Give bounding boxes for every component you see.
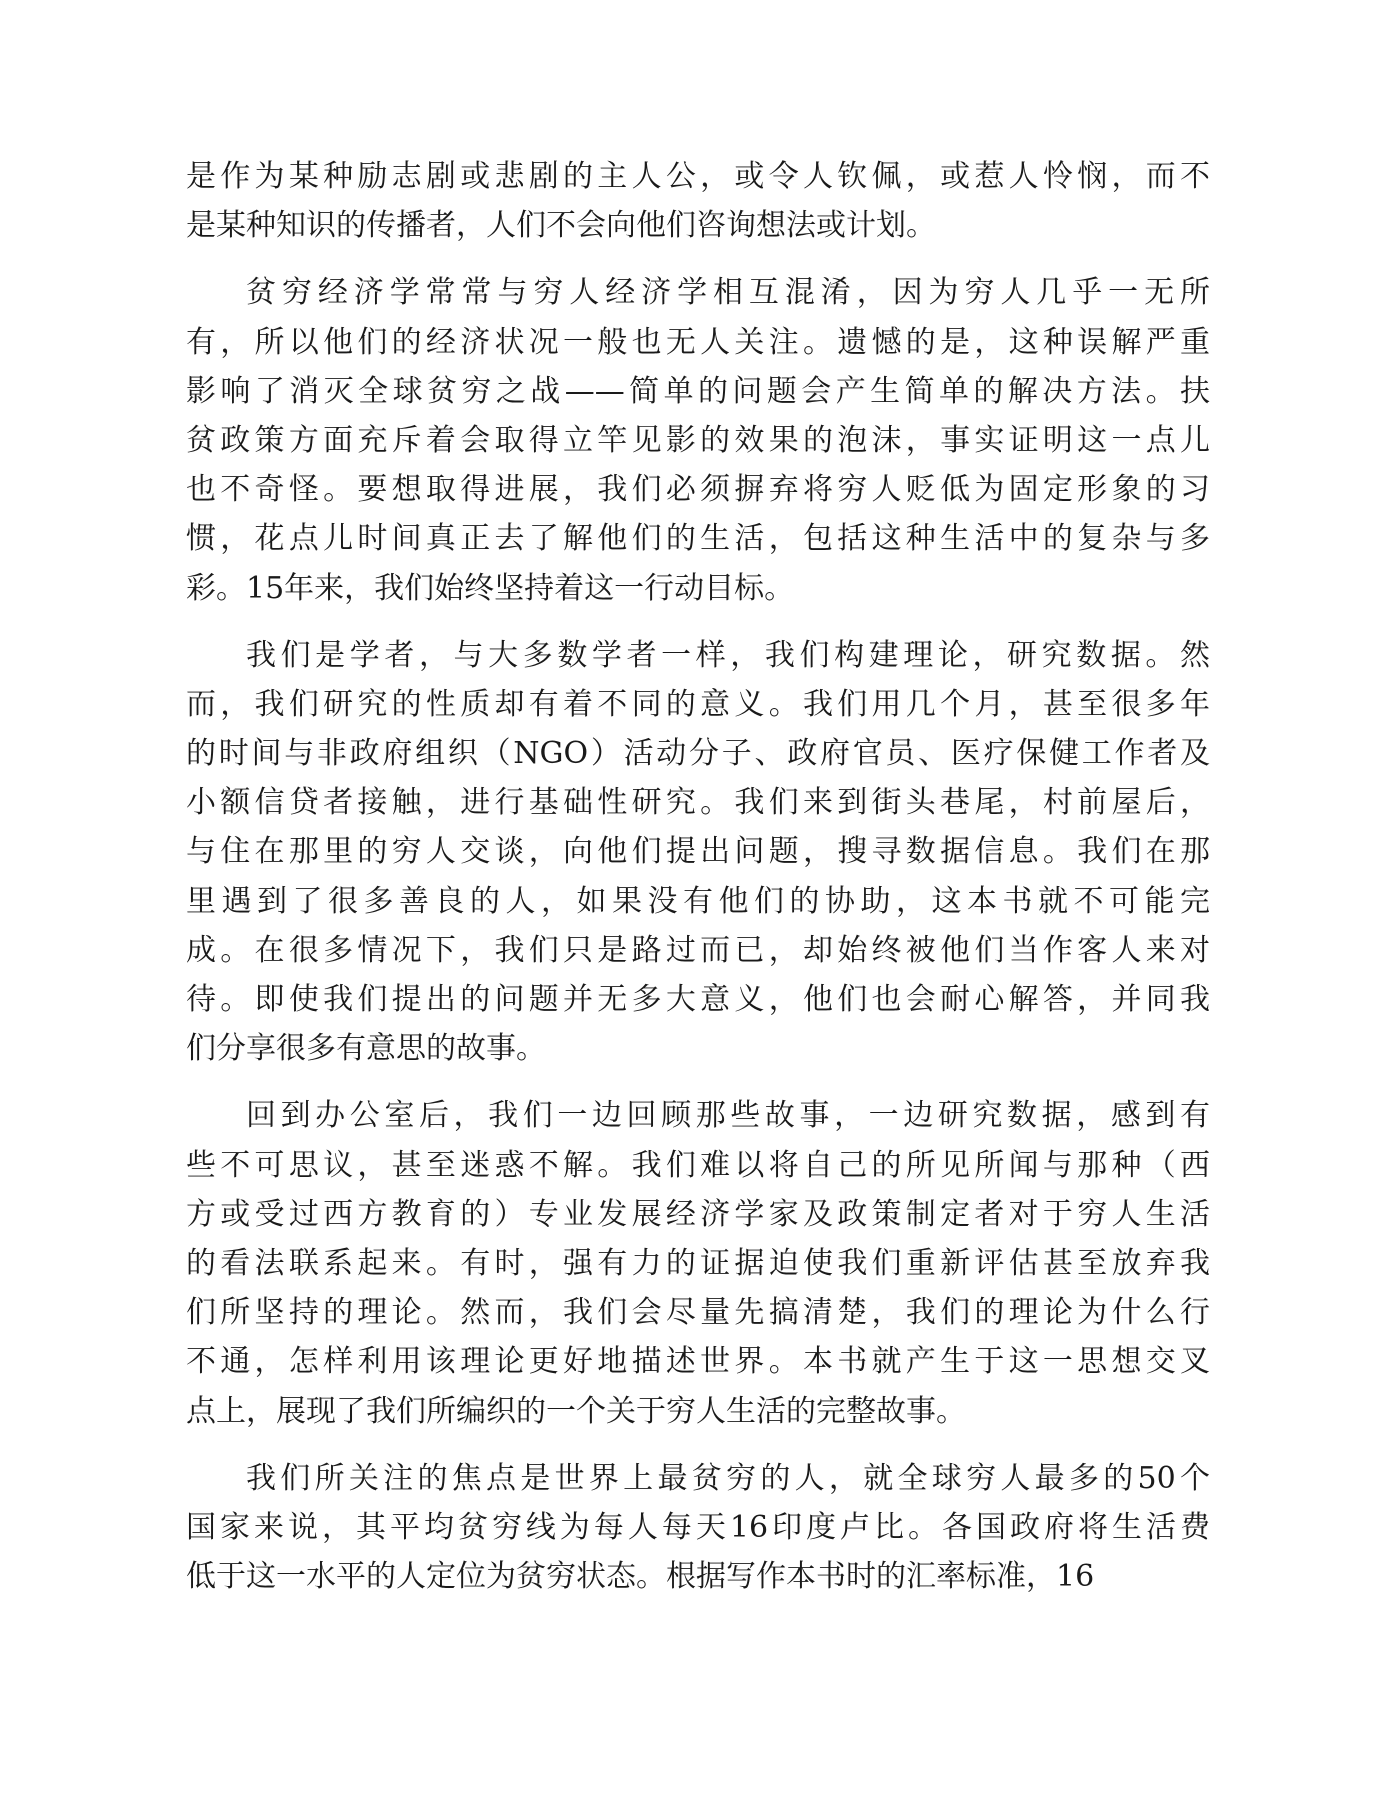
text-line: 回到办公室后，我们一边回顾那些故事，一边研究数据，感到有 xyxy=(246,1098,1210,1134)
text-line: 低于这一水平的人定位为贫穷状态。根据写作本书时的汇率标准，16 xyxy=(186,1559,1095,1595)
paragraph xyxy=(186,1454,1210,1602)
text-line: 是某种知识的传播者，人们不会向他们咨询想法或计划。 xyxy=(186,208,936,244)
text-line: 方或受过西方教育的）专业发展经济学家及政策制定者对于穷人生活 xyxy=(186,1196,1210,1232)
text-line: 们分享很多有意思的故事。 xyxy=(186,1031,546,1067)
text-line: 而，我们研究的性质却有着不同的意义。我们用几个月，甚至很多年 xyxy=(186,686,1210,722)
text-line: 是作为某种励志剧或悲剧的主人公，或令人钦佩，或惹人怜悯，而不 xyxy=(186,159,1210,194)
text-line: 里遇到了很多善良的人，如果没有他们的协助，这本书就不可能完 xyxy=(186,883,1210,919)
text-line: 成。在很多情况下，我们只是路过而已，却始终被他们当作客人来对 xyxy=(186,932,1210,968)
text-line: 国家来说，其平均贫穷线为每人每天16印度卢比。各国政府将生活费 xyxy=(186,1509,1210,1545)
paragraph xyxy=(186,152,1210,250)
text-line: 些不可思议，甚至迷惑不解。我们难以将自己的所见所闻与那种（西 xyxy=(186,1147,1210,1183)
text-line: 我们所关注的焦点是世界上最贫穷的人，就全球穷人最多的50个 xyxy=(246,1460,1210,1496)
text-line: 待。即使我们提出的问题并无多大意义，他们也会耐心解答，并同我 xyxy=(186,982,1210,1017)
text-line: 小额信贷者接触，进行基础性研究。我们来到街头巷尾，村前屋后， xyxy=(186,785,1210,821)
text-line: 有，所以他们的经济状况一般也无人关注。遗憾的是，这种误解严重 xyxy=(186,324,1210,360)
text-line: 的时间与非政府组织（NGO）活动分子、政府官员、医疗保健工作者及 xyxy=(186,736,1210,772)
text-line: 点上，展现了我们所编织的一个关于穷人生活的完整故事。 xyxy=(186,1393,966,1429)
text-line: 我们是学者，与大多数学者一样，我们构建理论，研究数据。然 xyxy=(246,637,1210,673)
paragraph xyxy=(186,1091,1210,1435)
text-line: 不通，怎样利用该理论更好地描述世界。本书就产生于这一思想交叉 xyxy=(186,1344,1210,1380)
paragraph xyxy=(186,268,1210,612)
paragraph xyxy=(186,631,1210,1074)
text-line: 贫政策方面充斥着会取得立竿见影的效果的泡沫，事实证明这一点儿 xyxy=(186,422,1210,458)
document-page xyxy=(186,152,1210,1619)
text-line: 惯，花点儿时间真正去了解他们的生活，包括这种生活中的复杂与多 xyxy=(186,521,1210,557)
text-line: 的看法联系起来。有时，强有力的证据迫使我们重新评估甚至放弃我 xyxy=(186,1245,1210,1281)
text-line: 贫穷经济学常常与穷人经济学相互混淆，因为穷人几乎一无所 xyxy=(246,275,1210,311)
text-line: 也不奇怪。要想取得进展，我们必须摒弃将穷人贬低为固定形象的习 xyxy=(186,472,1210,508)
text-line: 与住在那里的穷人交谈，向他们提出问题，搜寻数据信息。我们在那 xyxy=(186,834,1210,870)
text-line: 彩。15年来，我们始终坚持着这一行动目标。 xyxy=(186,570,795,606)
text-line: 影响了消灭全球贫穷之战——简单的问题会产生简单的解决方法。扶 xyxy=(186,373,1210,409)
text-line: 们所坚持的理论。然而，我们会尽量先搞清楚，我们的理论为什么行 xyxy=(186,1295,1210,1331)
